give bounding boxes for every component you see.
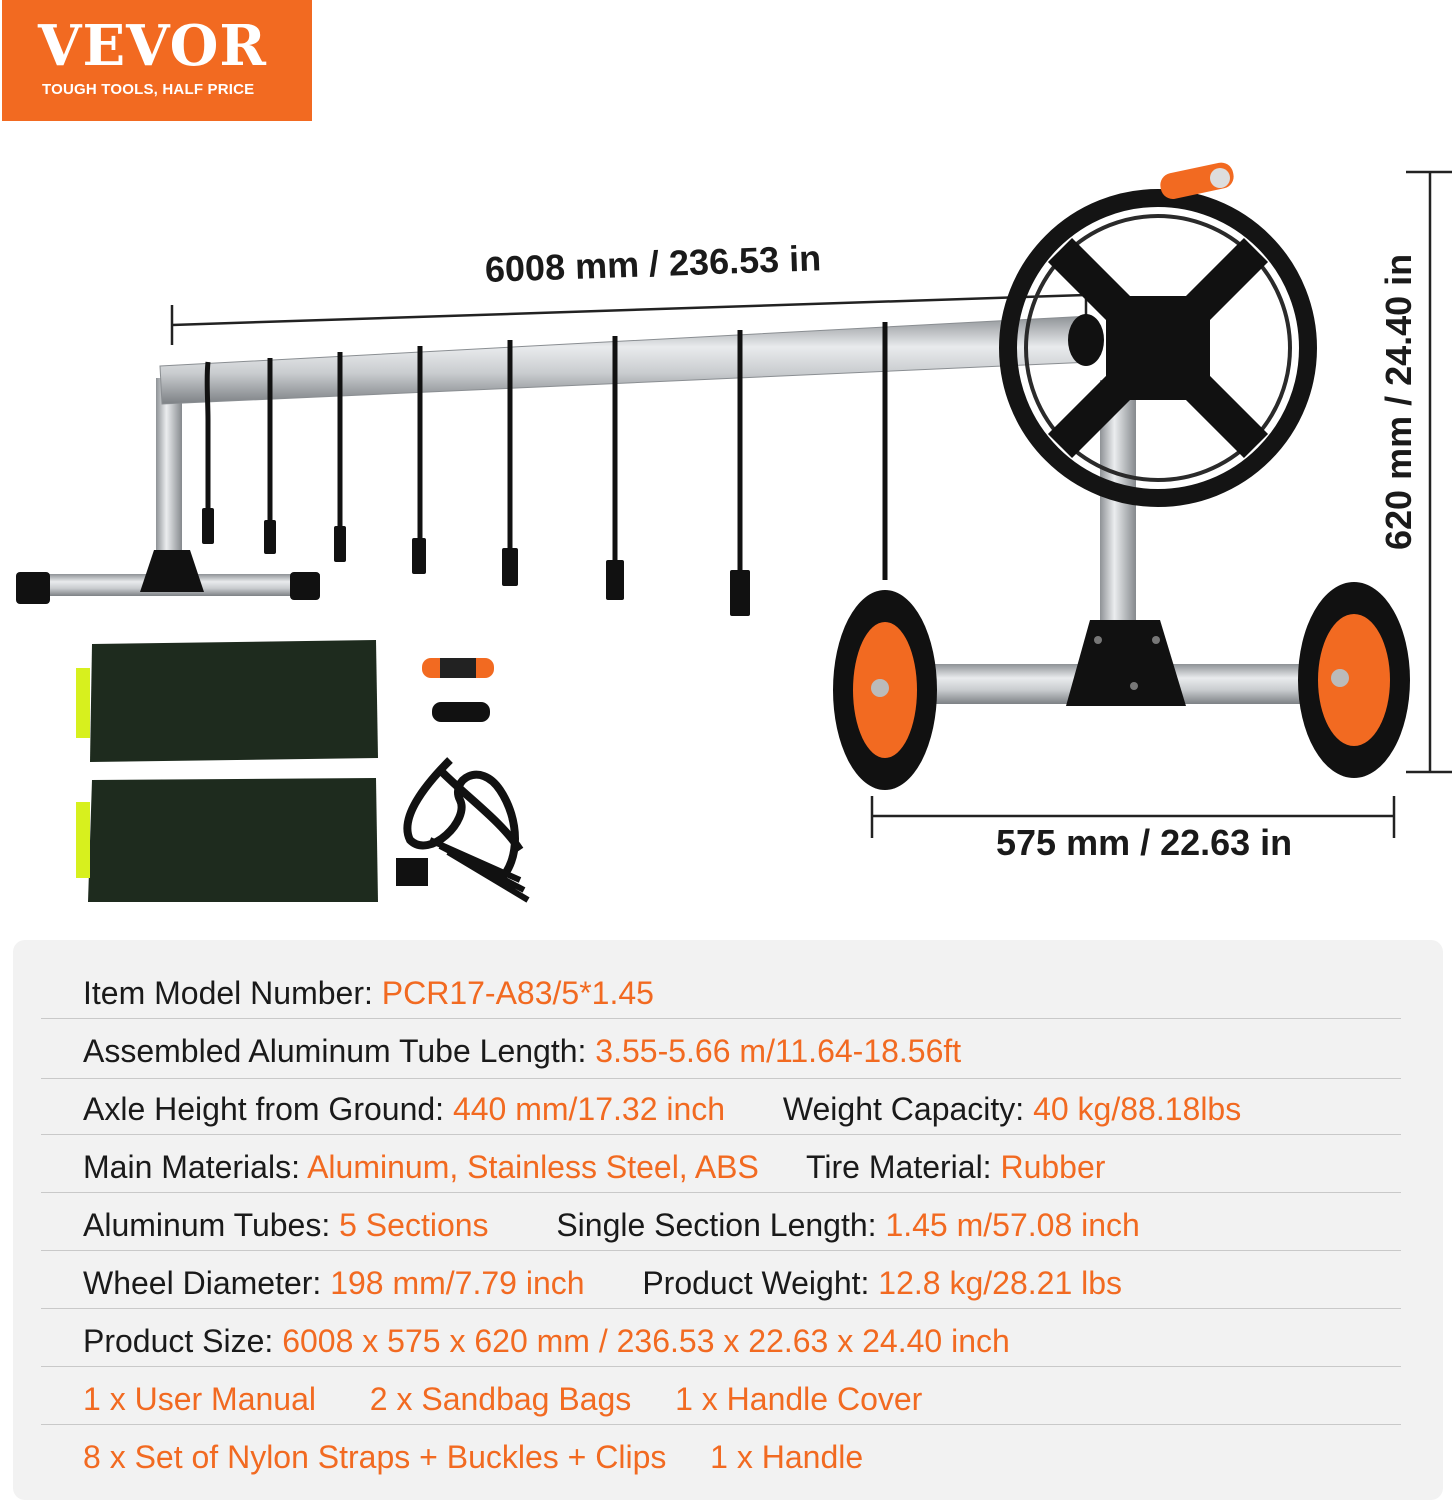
spec-label: Product Size:	[83, 1323, 274, 1359]
main-tube	[160, 314, 1104, 404]
package-row-1	[83, 1370, 922, 1428]
spec-row-axle-weight	[83, 1080, 1241, 1138]
divider	[41, 1192, 1401, 1193]
spec-value: 1.45 m/57.08 inch	[885, 1207, 1140, 1243]
spec-label: Axle Height from Ground:	[83, 1091, 445, 1127]
spec-label: Item Model Number:	[83, 975, 373, 1011]
brand-logo	[2, 0, 312, 121]
handle-parts	[422, 658, 494, 722]
spec-row-wheel-weight	[83, 1254, 1122, 1312]
package-item: 1 x User Manual	[83, 1381, 316, 1417]
package-row-2	[83, 1428, 863, 1486]
spec-label: Product Weight:	[642, 1265, 870, 1301]
specifications-panel	[13, 940, 1443, 1500]
spec-value: Rubber	[1000, 1149, 1106, 1185]
right-wheel	[1298, 582, 1410, 778]
width-label: 575 mm / 22.63 in	[996, 822, 1293, 863]
spec-row-tubes	[83, 1196, 1140, 1254]
spec-label: Wheel Diameter:	[83, 1265, 322, 1301]
spec-row-product-size	[83, 1312, 1010, 1370]
brand-name: VEVOR	[38, 13, 267, 79]
strap-buckles	[202, 508, 750, 616]
spec-label: Single Section Length:	[556, 1207, 877, 1243]
left-stand	[16, 378, 320, 604]
spec-label: Assembled Aluminum Tube Length:	[83, 1033, 587, 1069]
spec-value: 5 Sections	[339, 1207, 489, 1243]
divider	[41, 1134, 1401, 1135]
spec-row-materials	[83, 1138, 1105, 1196]
sandbags	[76, 640, 378, 902]
spec-value: 198 mm/7.79 inch	[330, 1265, 585, 1301]
spec-value: 6008 x 575 x 620 mm / 236.53 x 22.63 x 24.40 inch	[282, 1323, 1010, 1359]
spec-label: Weight Capacity:	[782, 1091, 1025, 1127]
spec-label: Aluminum Tubes:	[83, 1207, 331, 1243]
spec-value: 440 mm/17.32 inch	[452, 1091, 726, 1127]
length-label: 6008 mm / 236.53 in	[484, 237, 822, 290]
brand-tagline: TOUGH TOOLS, HALF PRICE	[42, 81, 255, 98]
divider	[41, 1308, 1401, 1309]
spec-label: Tire Material:	[806, 1149, 992, 1185]
spec-value: 3.55-5.66 m/11.64-18.56ft	[595, 1033, 962, 1069]
divider	[41, 1018, 1401, 1019]
strap-bundle	[400, 760, 528, 900]
divider	[41, 1424, 1401, 1425]
spec-value: Aluminum, Stainless Steel, ABS	[307, 1149, 759, 1185]
height-label: 620 mm / 24.40 in	[1378, 253, 1419, 550]
spec-label: Main Materials:	[83, 1149, 300, 1185]
spec-row-tube-length	[83, 1022, 961, 1080]
package-item: 1 x Handle Cover	[675, 1381, 923, 1417]
spec-row-model	[83, 964, 654, 1022]
package-item: 2 x Sandbag Bags	[369, 1381, 632, 1417]
spec-value: 12.8 kg/28.21 lbs	[878, 1265, 1123, 1301]
spec-value: PCR17-A83/5*1.45	[381, 975, 654, 1011]
spec-value: 40 kg/88.18lbs	[1033, 1091, 1242, 1127]
divider	[41, 1366, 1401, 1367]
package-item: 1 x Handle	[710, 1439, 864, 1475]
divider	[41, 1078, 1401, 1079]
left-wheel	[833, 590, 937, 790]
divider	[41, 1250, 1401, 1251]
package-item: 8 x Set of Nylon Straps + Buckles + Clips	[83, 1439, 667, 1475]
